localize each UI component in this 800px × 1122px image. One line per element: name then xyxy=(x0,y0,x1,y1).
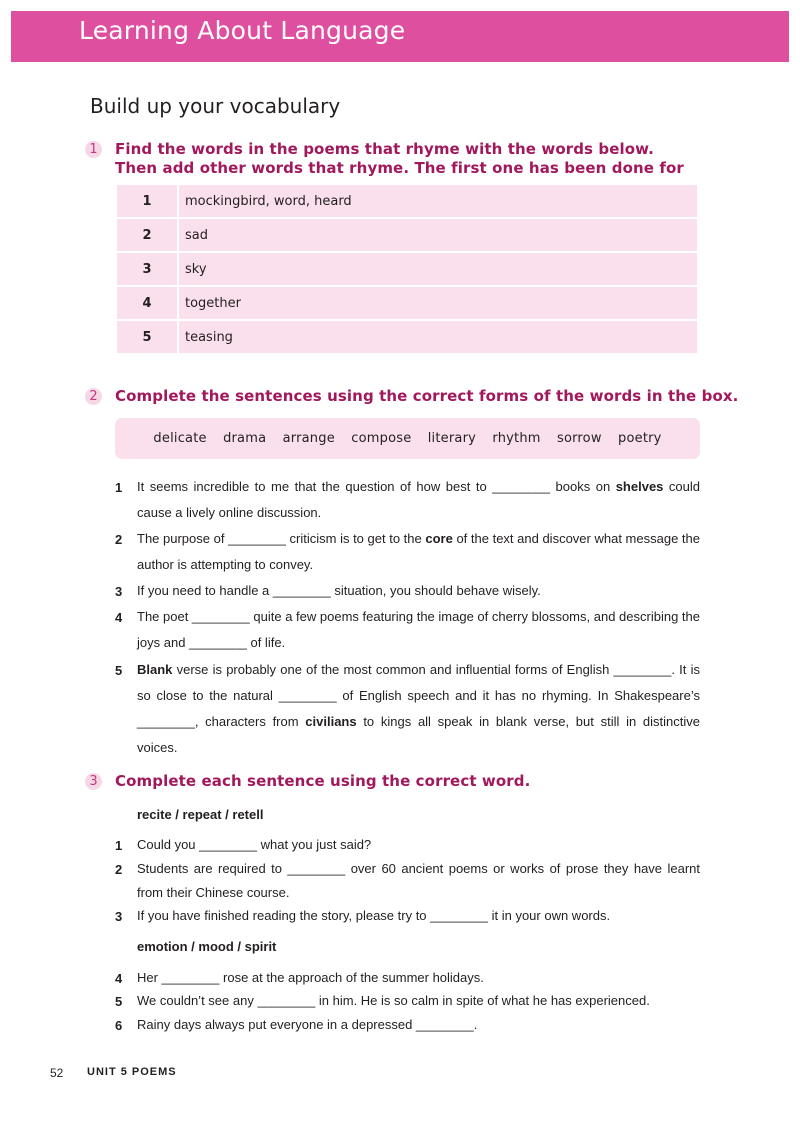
exercise-3-item xyxy=(115,904,700,928)
exercise-2-item xyxy=(115,657,700,761)
item-text: Could you ________ what you just said? xyxy=(137,837,372,852)
item-number: 3 xyxy=(115,584,123,599)
row-word: together xyxy=(178,286,698,320)
exercise-2-item xyxy=(115,526,700,578)
item-text: If you have finished reading the story, please try to ________ it in your own words. xyxy=(137,908,611,923)
item-number: 2 xyxy=(115,532,123,547)
word-box-item: arrange xyxy=(282,431,335,446)
item-number: 4 xyxy=(115,971,123,986)
table-row xyxy=(116,218,698,252)
exercise-3-instruction: Complete each sentence using the correct word. xyxy=(115,772,531,790)
row-word: teasing xyxy=(178,320,698,354)
row-number: 5 xyxy=(116,320,178,354)
exercise-3-item xyxy=(115,857,700,905)
exercise-2-instruction: Complete the sentences using the correct forms of the words in the box. xyxy=(115,387,739,405)
row-number: 3 xyxy=(116,252,178,286)
page-number: 52 xyxy=(50,1066,64,1080)
word-box-item: rhythm xyxy=(492,431,541,446)
word-box-item: poetry xyxy=(618,431,662,446)
item-text: The purpose of ________ criticism is to get to the core of the text and discover what message the author is attempting to convey. xyxy=(137,531,700,572)
bold-word: core xyxy=(425,531,453,546)
row-number: 2 xyxy=(116,218,178,252)
word-group-1: recite / repeat / retell xyxy=(137,807,264,822)
item-text: The poet ________ quite a few poems featuring the image of cherry blossoms, and describing the joys and ________ of life. xyxy=(137,609,700,650)
exercise-2-item xyxy=(115,578,700,604)
item-number: 2 xyxy=(115,862,123,877)
item-text: It seems incredible to me that the question of how best to ________ books on shelves could cause a lively online discussion. xyxy=(137,479,700,520)
item-text: Rainy days always put everyone in a depressed ________. xyxy=(137,1017,478,1032)
exercise-2-item xyxy=(115,474,700,526)
item-number: 1 xyxy=(115,480,123,495)
row-word: sky xyxy=(178,252,698,286)
item-number: 1 xyxy=(115,838,123,853)
item-number: 5 xyxy=(115,994,123,1009)
unit-label: UNIT 5 POEMS xyxy=(87,1066,177,1078)
bold-word: civilians xyxy=(305,714,357,729)
table-row xyxy=(116,184,698,218)
item-number: 6 xyxy=(115,1018,123,1033)
table-row xyxy=(116,286,698,320)
word-box-item: delicate xyxy=(153,431,207,446)
item-text: Blank verse is probably one of the most common and influential forms of English ________. It is so close to the natural ________ of English speech and it has no rhyming. In Shakespeare’s ________, characters from civilians to kings all speak in blank verse, but still in distinctive voices. xyxy=(137,662,700,755)
exercise-3-item xyxy=(115,833,700,857)
word-box-item: sorrow xyxy=(556,431,602,446)
bold-word: Blank xyxy=(137,662,173,677)
exercise-2-number: 2 xyxy=(85,388,102,405)
row-word: sad xyxy=(178,218,698,252)
table-row xyxy=(116,320,698,354)
bold-word: shelves xyxy=(615,479,664,494)
page-header-title: Learning About Language xyxy=(79,16,406,45)
exercise-3-number: 3 xyxy=(85,773,102,790)
exercise-3-item xyxy=(115,1013,700,1037)
exercise-2-item xyxy=(115,604,700,656)
exercise-1-number: 1 xyxy=(85,141,102,158)
item-text: Her ________ rose at the approach of the summer holidays. xyxy=(137,970,484,985)
row-number: 1 xyxy=(116,184,178,218)
rhyme-table xyxy=(115,183,699,355)
section-title: Build up your vocabulary xyxy=(90,94,341,118)
table-row xyxy=(116,252,698,286)
item-number: 4 xyxy=(115,610,123,625)
row-number: 4 xyxy=(116,286,178,320)
word-group-2: emotion / mood / spirit xyxy=(137,939,277,954)
item-number: 3 xyxy=(115,909,123,924)
word-box-item: drama xyxy=(223,431,267,446)
item-text: We couldn’t see any ________ in him. He is so calm in spite of what he has experienced. xyxy=(137,993,650,1008)
word-box xyxy=(115,418,700,459)
item-text: Students are required to ________ over 60 ancient poems or works of prose they have learnt from their Chinese course. xyxy=(137,861,700,900)
item-number: 5 xyxy=(115,663,123,678)
word-box-item: literary xyxy=(427,431,477,446)
word-box-item: compose xyxy=(351,431,412,446)
exercise-1-instruction: Find the words in the poems that rhyme with the words below. Then add other words that rhyme. The first one has been done for xyxy=(115,140,684,177)
exercise-3-item xyxy=(115,989,700,1013)
exercise-3-item xyxy=(115,966,700,990)
row-word: mockingbird, word, heard xyxy=(178,184,698,218)
item-text: If you need to handle a ________ situation, you should behave wisely. xyxy=(137,583,541,598)
